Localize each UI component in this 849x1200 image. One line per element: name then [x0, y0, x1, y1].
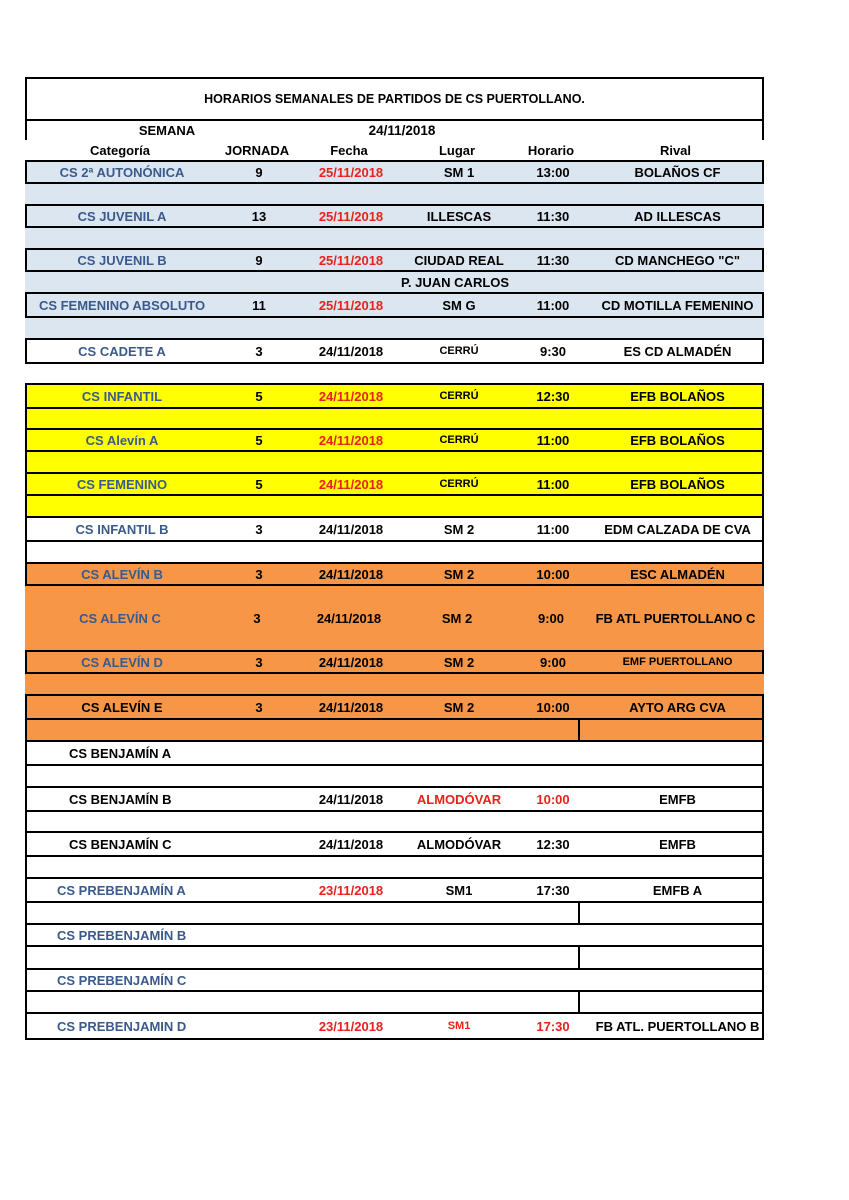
table-row: [25, 292, 764, 318]
row-fecha: 23/11/2018: [318, 882, 384, 898]
spacer-row: [25, 674, 764, 694]
spacer-row: [25, 857, 764, 877]
row-categoria: CS FEMENINO: [76, 476, 168, 492]
spacer-row: [25, 812, 764, 831]
spacer-row: [25, 586, 764, 606]
row-horario: 10:00: [536, 699, 570, 715]
week-label: SEMANA: [138, 123, 196, 138]
row-rival: EMF PUERTOLLANO: [622, 656, 733, 668]
spacer-row: [25, 318, 764, 338]
row-lugar: ALMODÓVAR: [416, 836, 502, 852]
table-row: [25, 786, 764, 812]
document-title: HORARIOS SEMANALES DE PARTIDOS DE CS PUERTOLLANO.: [25, 77, 764, 121]
table-row: [25, 516, 764, 542]
spacer-row: [25, 720, 764, 740]
row-horario: 10:00: [536, 566, 570, 582]
row-horario: 12:30: [536, 388, 570, 404]
row-categoria: CS JUVENIL B: [77, 252, 167, 268]
row-rival: EMFB: [659, 791, 696, 807]
row-horario: 17:30: [536, 1018, 570, 1034]
row-categoria: CS PREBENJAMÍN A: [57, 882, 186, 898]
row-fecha: 24/11/2018: [318, 654, 384, 670]
row-fecha: 24/11/2018: [318, 432, 384, 448]
row-fecha: 24/11/2018: [318, 566, 384, 582]
row-fecha: 25/11/2018: [318, 208, 384, 224]
table-row: [25, 606, 764, 630]
table-row: [25, 740, 764, 766]
table-row: [25, 968, 764, 992]
week-row: [25, 121, 764, 140]
row-jornada: 13: [251, 208, 267, 224]
table-row: [25, 428, 764, 452]
header-fecha: Fecha: [330, 142, 368, 158]
row-jornada: 5: [255, 432, 263, 448]
row-fecha: 24/11/2018: [318, 476, 384, 492]
row-fecha: 24/11/2018: [318, 343, 384, 359]
spacer-row: [25, 184, 764, 204]
row-horario: 9:30: [539, 343, 567, 359]
row-jornada: 3: [255, 699, 263, 715]
row-lugar: CIUDAD REAL: [414, 252, 504, 268]
table-row: [25, 383, 764, 409]
row-lugar: SM1: [445, 882, 473, 898]
row-lugar: ILLESCAS: [426, 208, 492, 224]
cell-divider: [578, 720, 580, 740]
row-lugar: SM G: [442, 297, 476, 313]
row-jornada: 3: [255, 654, 263, 670]
header-horario: Horario: [527, 142, 575, 158]
spacer-row: [25, 766, 764, 786]
row-horario: 11:00: [536, 297, 570, 313]
row-categoria: CS ALEVÍN D: [81, 654, 163, 670]
row-jornada: 9: [255, 164, 263, 180]
row-lugar: ALMODÓVAR: [416, 791, 502, 807]
table-row: [25, 472, 764, 496]
table-row: [25, 248, 764, 272]
row-jornada: 5: [255, 388, 263, 404]
row-jornada: 5: [255, 476, 263, 492]
row-rival: FB ATL. PUERTOLLANO B: [595, 1018, 760, 1034]
row-fecha: 24/11/2018: [318, 791, 384, 807]
row-fecha: 25/11/2018: [318, 297, 384, 313]
row-categoria: CS BENJAMÍN C: [69, 836, 172, 852]
row-horario: 11:30: [536, 208, 570, 224]
row-fecha: 24/11/2018: [318, 699, 384, 715]
row-horario: 11:00: [536, 432, 570, 448]
row-fecha: 24/11/2018: [318, 388, 384, 404]
venue-note: P. JUAN CARLOS: [400, 274, 510, 290]
row-rival: EMFB: [659, 836, 696, 852]
row-categoria: CS BENJAMÍN B: [69, 791, 172, 807]
row-jornada: 9: [255, 252, 263, 268]
row-categoria: CS JUVENIL A: [77, 208, 167, 224]
row-fecha: 24/11/2018: [318, 521, 384, 537]
row-rival: ESC ALMADÉN: [630, 566, 725, 582]
row-rival: CD MOTILLA FEMENINO: [601, 297, 754, 313]
spacer-row: [25, 496, 764, 516]
header-jornada: JORNADA: [224, 142, 290, 158]
cell-divider: [578, 947, 580, 968]
row-categoria: CS ALEVÍN E: [81, 699, 163, 715]
week-date: 24/11/2018: [368, 123, 436, 138]
row-jornada: 3: [255, 521, 263, 537]
row-fecha: 24/11/2018: [318, 836, 384, 852]
row-lugar: CERRÚ: [439, 478, 479, 490]
row-rival: EDM CALZADA DE CVA: [604, 521, 751, 537]
row-lugar: CERRÚ: [439, 345, 479, 357]
row-categoria: CS CADETE A: [78, 343, 166, 359]
row-jornada: 3: [255, 343, 263, 359]
row-categoria: CS INFANTIL: [81, 388, 163, 404]
row-rival: AD ILLESCAS: [634, 208, 721, 224]
table-row: [25, 204, 764, 228]
table-row: [25, 694, 764, 720]
spacer-row: [25, 992, 764, 1012]
row-lugar: SM 2: [441, 610, 473, 626]
row-jornada: 3: [253, 610, 261, 626]
row-rival: BOLAÑOS CF: [634, 164, 721, 180]
row-horario: 9:00: [539, 654, 567, 670]
row-categoria: CS ALEVÍN B: [81, 566, 163, 582]
row-lugar: SM1: [447, 1020, 471, 1032]
row-categoria: CS ALEVÍN C: [79, 610, 161, 626]
spacer-row: [25, 228, 764, 248]
table-row: [25, 650, 764, 674]
header-lugar: Lugar: [438, 142, 476, 158]
row-horario: 11:00: [536, 521, 570, 537]
row-rival: ES CD ALMADÉN: [623, 343, 732, 359]
row-rival: EFB BOLAÑOS: [630, 388, 725, 404]
row-horario: 11:30: [536, 252, 570, 268]
row-categoria: CS PREBENJAMÍN C: [57, 972, 187, 988]
row-rival: CD MANCHEGO "C": [615, 252, 740, 268]
table-row: [25, 160, 764, 184]
row-categoria: CS INFANTIL B: [75, 521, 169, 537]
row-horario: 12:30: [536, 836, 570, 852]
row-categoria: CS FEMENINO ABSOLUTO: [38, 297, 206, 313]
row-rival: EMFB A: [652, 882, 703, 898]
note-row: [25, 272, 764, 292]
table-row: [25, 877, 764, 903]
row-fecha: 24/11/2018: [316, 610, 382, 626]
table-row: [25, 1012, 764, 1040]
row-lugar: SM 2: [443, 521, 475, 537]
row-horario: 10:00: [536, 791, 570, 807]
row-horario: 11:00: [536, 476, 570, 492]
row-lugar: SM 1: [443, 164, 475, 180]
row-categoria: CS 2ª AUTONÓNICA: [59, 164, 185, 180]
row-fecha: 25/11/2018: [318, 164, 384, 180]
row-lugar: SM 2: [443, 566, 475, 582]
row-horario: 17:30: [536, 882, 570, 898]
row-lugar: SM 2: [443, 699, 475, 715]
row-categoria: CS PREBENJAMIN D: [57, 1018, 187, 1034]
row-jornada: 3: [255, 566, 263, 582]
row-horario: 13:00: [536, 164, 570, 180]
spacer-row: [25, 947, 764, 968]
row-rival: EFB BOLAÑOS: [630, 432, 725, 448]
row-horario: 9:00: [537, 610, 565, 626]
table-row: [25, 562, 764, 586]
spacer-row: [25, 903, 764, 923]
row-lugar: CERRÚ: [439, 434, 479, 446]
row-rival: AYTO ARG CVA: [629, 699, 726, 715]
table-row: [25, 831, 764, 857]
table-row: [25, 923, 764, 947]
row-fecha: 23/11/2018: [318, 1018, 384, 1034]
row-categoria: CS BENJAMÍN A: [69, 745, 172, 761]
row-rival: EFB BOLAÑOS: [630, 476, 725, 492]
row-rival: FB ATL PUERTOLLANO C: [595, 610, 756, 626]
header-rival: Rival: [659, 142, 692, 158]
row-categoria: CS PREBENJAMÍN B: [57, 927, 187, 943]
spacer-row: [25, 542, 764, 562]
cell-divider: [578, 992, 580, 1012]
header-categoria: Categoría: [90, 142, 150, 158]
spacer-row: [25, 409, 764, 428]
row-lugar: SM 2: [443, 654, 475, 670]
spacer-row: [25, 452, 764, 472]
header-row: [25, 140, 764, 160]
spacer-row: [25, 630, 764, 650]
row-fecha: 25/11/2018: [318, 252, 384, 268]
table-row: [25, 338, 764, 364]
row-categoria: CS Alevín A: [85, 432, 159, 448]
cell-divider: [578, 903, 580, 923]
row-lugar: CERRÚ: [439, 390, 479, 402]
row-jornada: 11: [252, 297, 266, 313]
